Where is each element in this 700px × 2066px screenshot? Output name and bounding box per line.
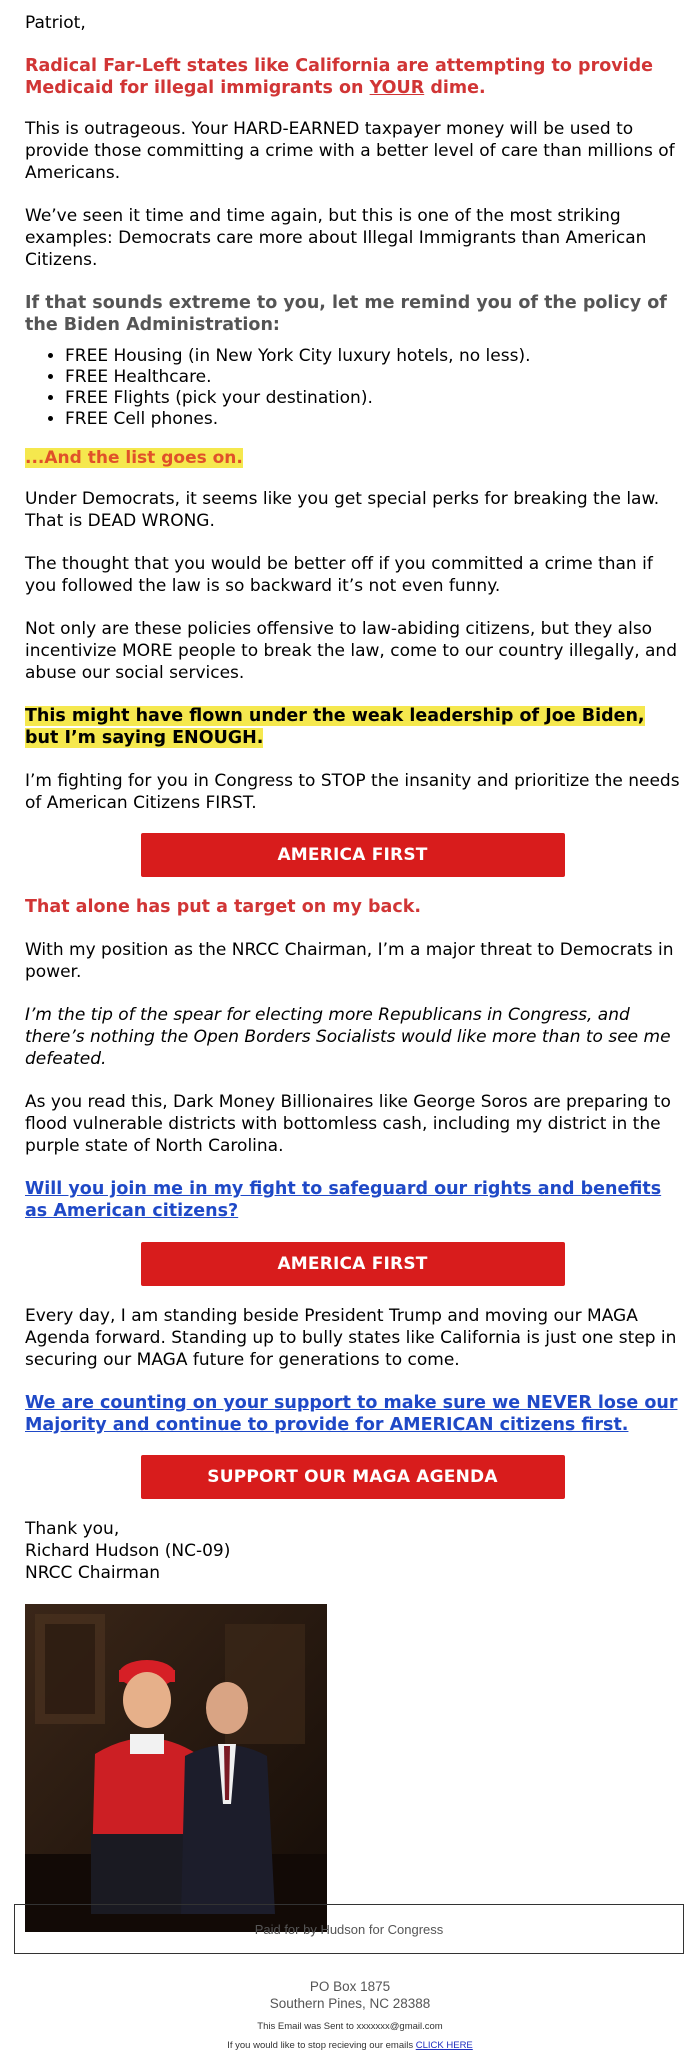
support-maga-agenda-button[interactable]: SUPPORT OUR MAGA AGENDA: [141, 1455, 565, 1499]
america-first-button-2[interactable]: AMERICA FIRST: [141, 1242, 565, 1286]
paragraph-tip-of-spear: I’m the tip of the spear for electing more Republicans in Congress, and there’s nothing the Open Borders Socialists would like more than to see me defeated.: [25, 1005, 671, 1069]
subheading-biden-policy: If that sounds extreme to you, let me remind you of the policy of the Biden Administration:: [25, 293, 667, 335]
target-heading: That alone has put a target on my back.: [25, 897, 421, 917]
paragraph-nrcc-chairman: With my position as the NRCC Chairman, I’m a major threat to Democrats in power.: [25, 940, 674, 982]
america-first-button[interactable]: AMERICA FIRST: [141, 833, 565, 877]
paragraph-time-and-again: We’ve seen it time and time again, but this is one of the most striking examples: Democrats care more about Illegal Immigrants than American Citizens.: [25, 206, 647, 270]
po-box: PO Box 1875: [309, 1979, 391, 1994]
photo-trump-and-hudson: [25, 1604, 327, 1932]
list-item: • FREE Flights (pick your destination).: [65, 388, 680, 409]
paragraph-fighting: I’m fighting for you in Congress to STOP the insanity and prioritize the needs of American Citizens FIRST.: [25, 771, 680, 813]
unsubscribe-line: If you would like to stop recieving our emails CLICK HERE: [227, 2040, 473, 2051]
unsubscribe-link[interactable]: CLICK HERE: [415, 2040, 473, 2051]
list-item: • FREE Healthcare.: [65, 367, 680, 388]
paragraph-dark-money: As you read this, Dark Money Billionaires like George Soros are preparing to flood vulnerable districts with bottomless cash, including my district in the purple state of North Carolina.: [25, 1092, 671, 1156]
list-item: • FREE Housing (in New York City luxury hotels, no less).: [65, 346, 680, 367]
paid-for-text: Paid for by Hudson for Congress: [254, 1921, 444, 1937]
signer-name: Richard Hudson (NC-09): [25, 1541, 231, 1561]
paragraph-dead-wrong: Under Democrats, it seems like you get special perks for breaking the law. That is DEAD WRONG.: [25, 489, 660, 531]
paragraph-maga-agenda: Every day, I am standing beside President Trump and moving our MAGA Agenda forward. Standing up to bully states like California is just one step in securing our MAGA future for generations to come.: [25, 1306, 677, 1370]
join-fight-link[interactable]: Will you join me in my fight to safeguard our rights and benefits as American citizens?: [25, 1179, 662, 1221]
headline: Radical Far-Left states like California are attempting to provide Medicaid for illegal immigrants on YOUR dime.: [25, 56, 654, 98]
headline-emphasis: YOUR: [369, 78, 425, 98]
list-goes-on-highlight: ...And the list goes on.: [25, 448, 243, 468]
greeting: Patriot,: [25, 13, 86, 33]
sent-to-text: This Email was Sent to xxxxxxx@gmail.com: [257, 2021, 443, 2032]
paragraph-offensive: Not only are these policies offensive to law-abiding citizens, but they also incentivize MORE people to break the law, come to our country illegally, and abuse our social services.: [25, 619, 677, 683]
email-body: [25, 12, 680, 1932]
enough-highlight: This might have flown under the weak leadership of Joe Biden, but I’m saying ENOUGH.: [25, 706, 645, 748]
support-majority-link[interactable]: We are counting on your support to make sure we NEVER lose our Majority and continue to provide for AMERICAN citizens first.: [25, 1393, 678, 1435]
signoff: Thank you,: [25, 1519, 120, 1539]
paid-for-box: [14, 1904, 684, 1954]
photo-illustration: [25, 1604, 327, 1932]
city-address: Southern Pines, NC 28388: [269, 1996, 431, 2011]
list-item: • FREE Cell phones.: [65, 409, 680, 430]
paragraph-outrageous: This is outrageous. Your HARD-EARNED taxpayer money will be used to provide those committing a crime with a better level of care than millions of Americans.: [25, 119, 675, 183]
signer-title: NRCC Chairman: [25, 1563, 161, 1583]
free-list: [25, 346, 680, 430]
paragraph-backward: The thought that you would be better off if you committed a crime than if you followed the law is so backward it’s not even funny.: [25, 554, 653, 596]
